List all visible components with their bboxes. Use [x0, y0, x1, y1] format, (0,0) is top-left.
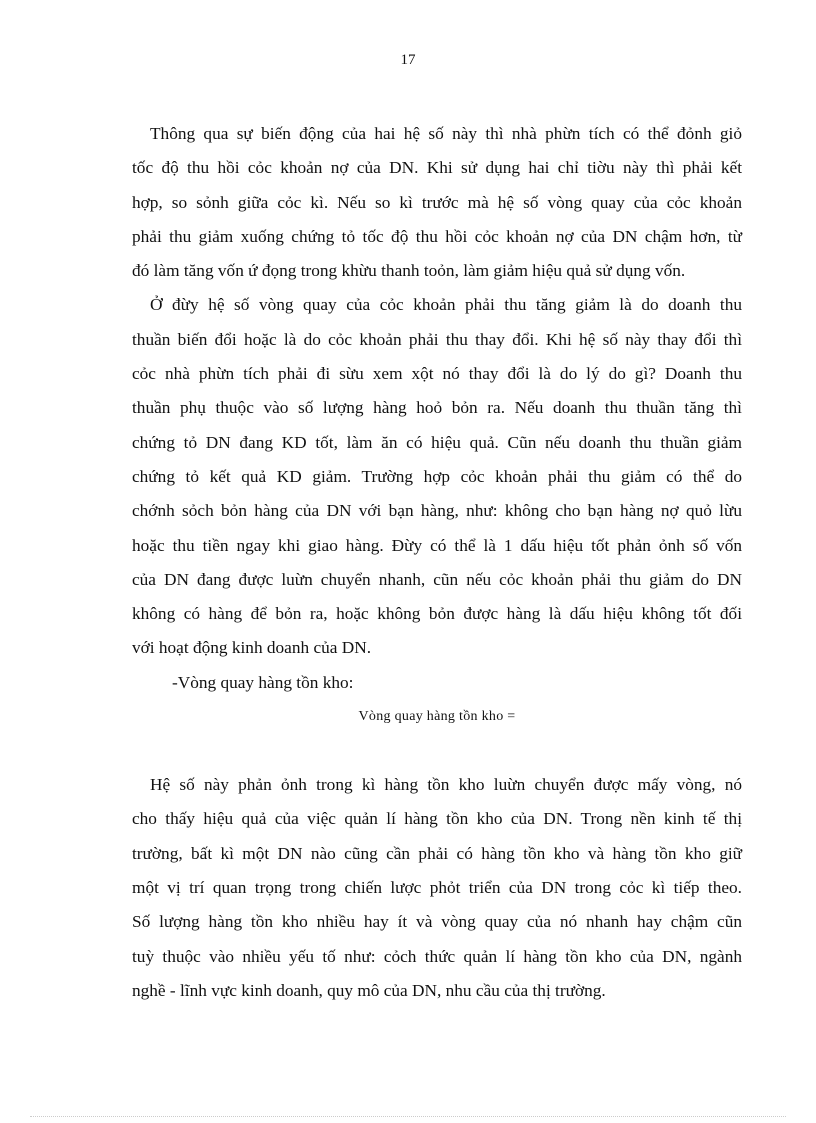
text-line: cỏc nhà phừn tích phải đi sừu xem xột nó thay đổi là do lý do gì? Doanh thu [132, 364, 742, 384]
text-line: thuần biến đổi hoặc là do cỏc khoản phải thu thay đổi. Khi hệ số này thay đổi thì [132, 329, 742, 349]
text-line: không có hàng để bỏn ra, hoặc không bỏn được hàng là dấu hiệu không tốt đối [132, 604, 742, 624]
paragraph-receivables-change-causes [132, 288, 742, 665]
text-line: hoặc thu tiền ngay khi giao hàng. Đừy có thể là 1 dấu hiệu tốt phản ỏnh số vốn [132, 535, 742, 555]
text-line: chớnh sỏch bỏn hàng của DN với bạn hàng, như: không cho bạn hàng nợ quỏ lừu [132, 501, 742, 521]
text-line: Thông qua sự biến động của hai hệ số này thì nhà phừn tích có thể đỏnh giỏ [150, 124, 742, 143]
text-line: chứng tỏ kết quả KD giảm. Trường hợp cỏc khoản phải thu giảm có thể do [132, 466, 742, 486]
text-line: trường, bất kì một DN nào cũng cần phải có hàng tồn kho và hàng tồn kho giữ [132, 843, 742, 863]
text-line: một vị trí quan trọng trong chiến lược phỏt triển của DN trong cỏc kì tiếp theo. [132, 877, 742, 897]
text-line: tốc độ thu hồi cỏc khoản nợ của DN. Khi sử dụng hai chỉ tiờu này thì phải kết [132, 158, 742, 178]
text-line: thuần phụ thuộc vào số lượng hàng hoỏ bỏn ra. Nếu doanh thu thuần tăng thì [132, 398, 742, 418]
formula-inventory-turnover: Vòng quay hàng tồn kho = [358, 709, 516, 725]
text-line: hợp, so sỏnh giữa cỏc kì. Nếu so kì trước mà hệ số vòng quay của cỏc khoản [132, 192, 742, 212]
page-number: 17 [400, 52, 416, 68]
text-line: nghề - lĩnh vực kinh doanh, quy mô của DN, nhu cầu của thị trường. [132, 980, 606, 1000]
text-line: tuỳ thuộc vào nhiều yếu tố như: cỏch thức quản lí hàng tồn kho của DN, ngành [132, 946, 742, 966]
text-line: của DN đang được luừn chuyển nhanh, cũn nếu cỏc khoản phải thu giảm do DN [132, 569, 742, 589]
document-body [132, 117, 742, 1008]
text-line: với hoạt động kinh doanh của DN. [132, 638, 372, 658]
text-line: đó làm tăng vốn ứ đọng trong khừu thanh toỏn, làm giảm hiệu quả sử dụng vốn. [132, 261, 686, 281]
text-line: phải thu giảm xuống chứng tỏ tốc độ thu hồi cỏc khoản nợ của DN chậm hơn, từ [132, 226, 742, 246]
paragraph-inventory-turnover-meaning [132, 768, 742, 1008]
text-line: Ở đừy hệ số vòng quay của cỏc khoản phải thu tăng giảm là do doanh thu [150, 295, 742, 315]
text-line: Số lượng hàng tồn kho nhiều hay ít và vòng quay của nó nhanh hay chậm cũn [132, 912, 742, 932]
bullet-inventory-turnover: -Vòng quay hàng tồn kho: [172, 672, 354, 692]
page-bottom-divider [30, 1116, 786, 1117]
text-line: chứng tỏ DN đang KD tốt, làm ăn có hiệu quả. Cũn nếu doanh thu thuần giảm [132, 432, 742, 452]
paragraph-receivables-turnover-analysis [132, 117, 742, 288]
text-line: Hệ số này phản ỏnh trong kì hàng tồn kho luừn chuyển được mấy vòng, nó [150, 775, 742, 795]
text-line: cho thấy hiệu quả của việc quản lí hàng tồn kho của DN. Trong nền kinh tế thị [132, 809, 742, 829]
